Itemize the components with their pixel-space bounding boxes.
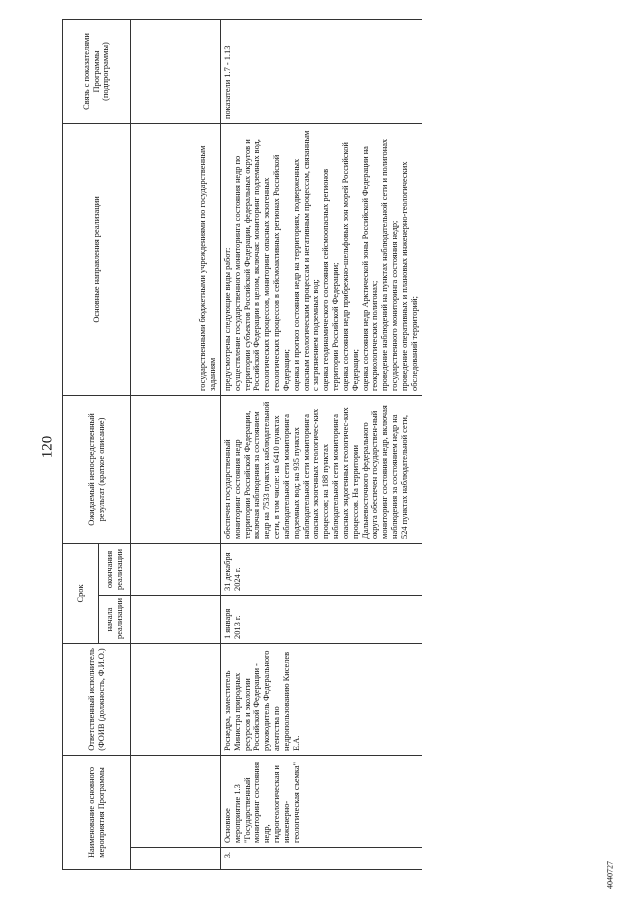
header-term: Срок: [63, 543, 99, 643]
direction-item: оценка состояния недр прибрежно-шельфовых зон морей Российской Федерации;: [340, 142, 360, 391]
direction-item: осуществление государственного мониторинга состояния недр по территории субъектов Российской Федерации, федеральных округов и Российской Федерации в целом, включая: мониторинг подземных вод, геологических процессов, мониторинг опасных экзогенных геологических процессов в сейсмоактивных регионах Российской Федерации;: [232, 139, 291, 391]
row-number: 3.: [221, 848, 422, 870]
row-directions: [221, 123, 422, 395]
rotated-page: [62, 20, 606, 870]
row-name: Основное мероприятие 1.3 "Государственный мониторинг состояния недр, гидрогеологическая и инженерно-геологическая съемка": [221, 755, 422, 847]
row-responsible: Роснедра, заместитель Министра природных ресурсов и экологии Российской Федерации - руководитель Федерального агентства по недропользованию Киселев Е.А.: [221, 643, 422, 755]
header-term-start: начала реализации: [99, 595, 131, 643]
row-end: 31 декабря 2024 г.: [221, 543, 422, 595]
header-result: Ожидаемый непосредственный результат (краткое описание): [63, 395, 131, 543]
header-name: Наименование основного мероприятия Программы: [63, 755, 131, 869]
header-term-end: окончания реализации: [99, 543, 131, 595]
program-table: [62, 19, 422, 870]
page-number-text: 120: [39, 435, 56, 459]
direction-item: проведение оперативных и плановых инженерно-геологических обследований территорий;: [399, 161, 419, 391]
row-link: показатели 1.7 - 1.13: [221, 19, 422, 123]
continuation-row: [131, 19, 221, 869]
footer-code-text: 4040727: [605, 861, 615, 889]
continuation-text: государственными бюджетными учреждениями по государственным заданиям: [131, 123, 221, 395]
header-directions: Основные направления реализации: [63, 123, 131, 395]
header-link: Связь с показателями Программы (подпрограммы): [63, 19, 131, 123]
direction-item: оценка состояния недр Арктической зоны Российской Федерации на геокриологических полигонах;: [360, 146, 380, 391]
direction-item: оценка геодинамического состояния сейсмоопасных регионов территории Российской Федерации;: [321, 168, 341, 391]
direction-item: проведение наблюдений на пунктах наблюдательной сети и полигонах государственного мониторинга состояния недр;: [380, 138, 400, 391]
row-start: 1 января 2013 г.: [221, 595, 422, 643]
header-responsible: Ответственный исполнитель (ФОИВ (должность, Ф.И.О.): [63, 643, 131, 755]
table-row: [221, 19, 422, 869]
direction-item: предусмотрены следующие виды работ:: [223, 247, 232, 391]
row-result: обеспечен государственный мониторинг состояния недр территории Российской Федерации, включая наблюдения за состоянием недр на 7533 пунктах наблюдательной сети, в том числе: на 6410 пунктах наблюдательной сети мониторинга подземных вод; на 935 пунктах наблюдательной сети мониторинга опасных экзогенных геологичес-ких процессов; на 188 пунктах наблюдательной сети мониторинга опасных эндогенных геологичес-ких процессов. На территории Дальневосточного федерального округа обеспечен государствен-ный мониторинг состояния недр, включая наблюдения за состоянием недр на 524 пунктах наблюдательной сети,: [221, 395, 422, 543]
direction-item: оценка и прогноз состояния недр на территориях, подверженных опасным геологическим процессам и негативным процессам, связанным с загрязнением подземных вод;: [291, 130, 321, 391]
